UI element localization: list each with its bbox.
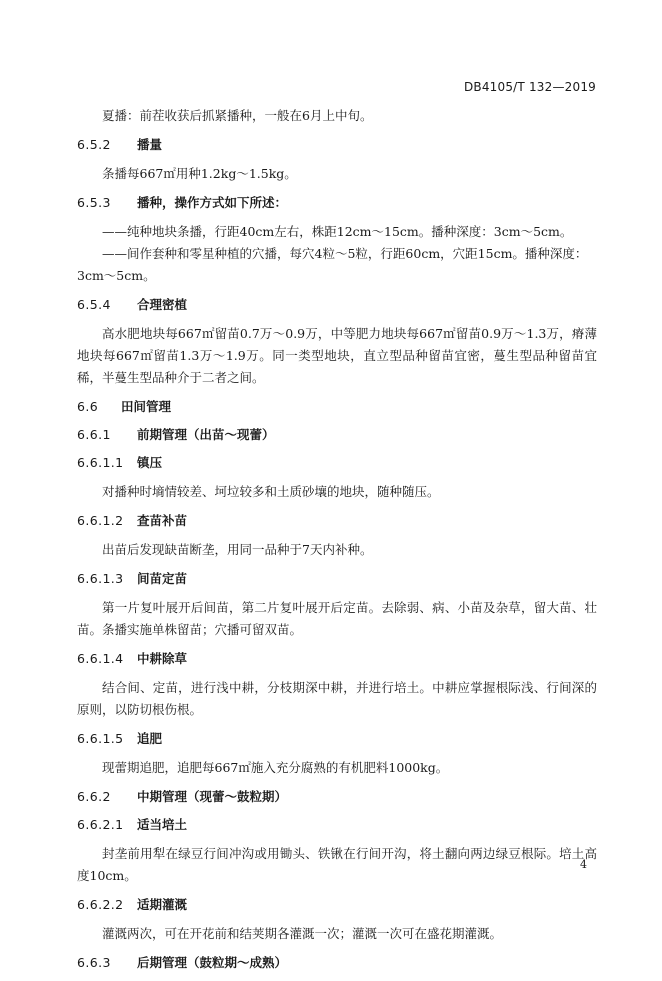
section-heading [77, 397, 597, 417]
section-number: 6.6.1.5 [77, 731, 124, 746]
section-number: 6.5.2 [77, 137, 111, 152]
section-title: 合理密植 [137, 297, 188, 312]
section-title: 后期管理（鼓粒期～成熟） [137, 955, 288, 970]
section-title: 播量 [137, 137, 163, 152]
section-title: 适期灌溉 [137, 897, 188, 912]
body-paragraph: 出苗后发现缺苗断垄，用同一品种于7天内补种。 [102, 542, 373, 557]
section-number: 6.6.2.2 [77, 897, 124, 912]
section-heading [77, 953, 597, 973]
standard-code: DB4105/T 132—2019 [463, 80, 596, 94]
body-paragraph: 封垄前用犁在绿豆行间冲沟或用锄头、铁锹在行间开沟，将土翻向两边绿豆根际。培土高度10cm。 [77, 846, 597, 883]
section-heading [77, 295, 597, 315]
section-number: 6.6.2.1 [77, 817, 124, 832]
section-heading [77, 569, 597, 589]
section-heading [77, 787, 597, 807]
section-heading [77, 511, 597, 531]
section-number: 6.6.2 [77, 789, 111, 804]
dash-list [77, 221, 597, 287]
dash-list-item: ——间作套种和零星种植的穴播，每穴4粒～5粒，行距60cm，穴距15cm。播种深度：3cm～5cm。 [77, 246, 588, 283]
section-number: 6.6.1.4 [77, 651, 124, 666]
section-title: 中耕除草 [137, 651, 188, 666]
section-heading [77, 729, 597, 749]
body-paragraph: 对播种时墒情较差、坷垃较多和土质砂壤的地块，随种随压。 [102, 484, 440, 499]
dash-list-item: ——纯种地块条播，行距40cm左右，株距12cm～15cm。播种深度：3cm～5cm。 [102, 224, 573, 239]
section-number: 6.5.4 [77, 297, 111, 312]
section-title: 适当培土 [137, 817, 188, 832]
section-heading [77, 649, 597, 669]
section-heading [77, 895, 597, 915]
section-title: 查苗补苗 [137, 513, 188, 528]
section-heading [77, 425, 597, 445]
section-number: 6.6.1.2 [77, 513, 124, 528]
section-title: 追肥 [137, 731, 163, 746]
section-title: 播种，操作方式如下所述： [137, 195, 288, 210]
page-number: 4 [580, 858, 587, 871]
section-number: 6.6.3 [77, 955, 111, 970]
document-body [77, 105, 597, 981]
body-paragraph: 第一片复叶展开后间苗，第二片复叶展开后定苗。去除弱、病、小苗及杂草，留大苗、壮苗。条播实施单株留苗；穴播可留双苗。 [77, 600, 597, 637]
section-title: 田间管理 [121, 399, 172, 414]
section-number: 6.6 [77, 399, 99, 414]
body-paragraph: 高水肥地块每667㎡留苗0.7万～0.9万，中等肥力地块每667㎡留苗0.9万～1.3万，瘠薄地块每667㎡留苗1.3万～1.9万。同一类型地块，直立型品种留苗宜密，蔓生型品种留苗宜稀，半蔓生型品种介于二者之间。 [77, 326, 597, 385]
body-paragraph: 结合间、定苗，进行浅中耕，分枝期深中耕，并进行培土。中耕应掌握根际浅、行间深的原则，以防切根伤根。 [77, 680, 597, 717]
body-paragraph: 灌溉两次，可在开花前和结荚期各灌溉一次；灌溉一次可在盛花期灌溉。 [102, 926, 503, 941]
section-heading [77, 815, 597, 835]
section-heading [77, 135, 597, 155]
section-number: 6.5.3 [77, 195, 111, 210]
body-paragraph: 现蕾期追肥，追肥每667㎡施入充分腐熟的有机肥料1000kg。 [102, 760, 449, 775]
section-number: 6.6.1.3 [77, 571, 124, 586]
section-heading [77, 193, 597, 213]
section-title: 镇压 [137, 455, 163, 470]
section-title: 前期管理（出苗～现蕾） [137, 427, 275, 442]
section-heading [77, 453, 597, 473]
section-title: 中期管理（现蕾～鼓粒期） [137, 789, 288, 804]
section-number: 6.6.1.1 [77, 455, 124, 470]
body-paragraph: 夏播：前茬收获后抓紧播种，一般在6月上中旬。 [102, 108, 373, 123]
body-paragraph: 条播每667㎡用种1.2kg～1.5kg。 [102, 166, 297, 181]
section-number: 6.6.1 [77, 427, 111, 442]
section-title: 间苗定苗 [137, 571, 188, 586]
